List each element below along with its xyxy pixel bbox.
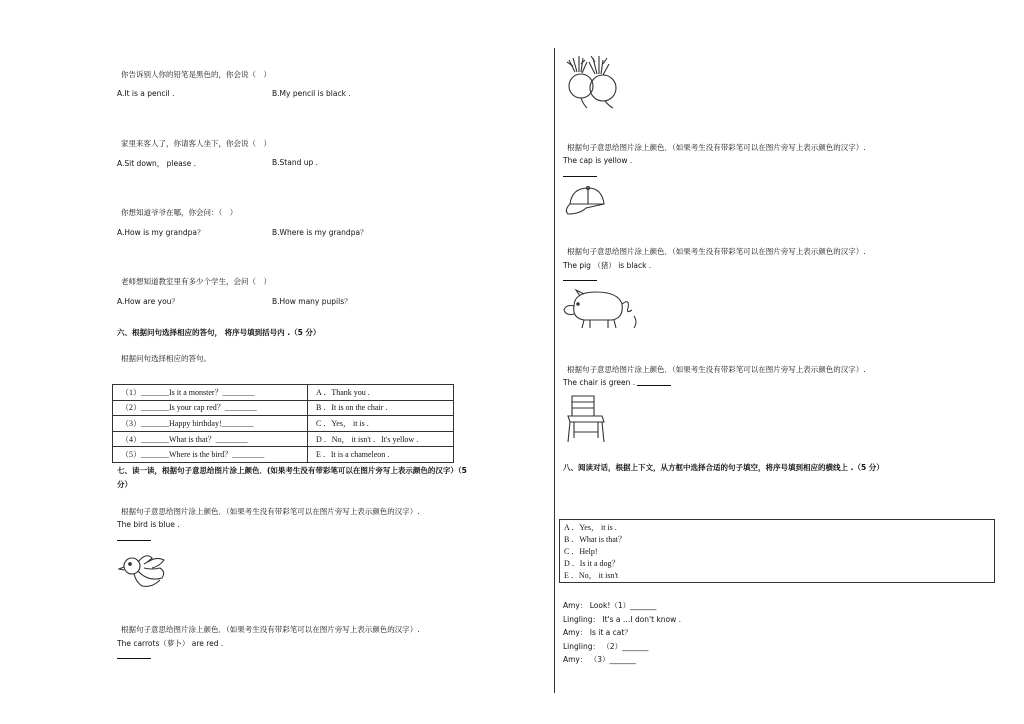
pig-sentence: The pig （猪） is black . <box>563 261 652 270</box>
bird-image <box>118 550 168 590</box>
dialogue-text: （3）_______ <box>589 655 636 664</box>
section6-instruction: 根据问句选择相应的答句。 <box>121 354 211 363</box>
dialogue-speaker: Amy： <box>563 601 588 610</box>
table-cell-answer: C ．Yes， it is . <box>308 416 454 432</box>
option-e: E ．No， it isn't <box>564 571 619 580</box>
dialogue-line <box>563 641 648 652</box>
table-cell-answer: B ．It is on the chair . <box>308 400 454 416</box>
dialogue-text: It's a …I don't know . <box>602 615 682 624</box>
color-instruction-pig: 根据句子意思给图片涂上颜色．（如果考生没有带彩笔可以在图片旁写上表示颜色的汉字）. <box>567 247 866 256</box>
table-cell-question: （2）_______Is your cap red？________ <box>113 400 308 416</box>
table-cell-answer: E ．It is a chameleon . <box>308 447 454 463</box>
column-divider <box>554 48 555 693</box>
dialogue-speaker: Amy： <box>563 655 588 664</box>
table-row <box>113 447 454 463</box>
q4-prompt: 老师想知道教室里有多少个学生，会问（ ） <box>121 277 271 286</box>
table-cell-answer: A ．Thank you . <box>308 385 454 401</box>
dialogue-text: （2）_______ <box>602 642 649 651</box>
cap-sentence: The cap is yellow . <box>563 156 633 165</box>
chair-image <box>562 392 610 446</box>
dialogue-speaker: Lingling： <box>563 642 600 651</box>
section7-title-cont: 分） <box>117 480 132 489</box>
q1-prompt: 你告诉别人你的铅笔是黑色的，你会说（ ） <box>121 70 271 79</box>
table-row <box>113 416 454 432</box>
q3-option-a: A.How is my grandpa？ <box>117 228 205 237</box>
answer-blank <box>117 540 151 541</box>
q3-prompt: 你想知道爷爷在哪，你会问：（ ） <box>121 208 238 217</box>
carrots-image <box>563 54 627 110</box>
dialogue-line <box>563 654 636 665</box>
answer-blank <box>563 280 597 281</box>
section6-title: 六、根据问句选择相应的答句， 将序号填到括号内 .（5 分） <box>117 328 321 337</box>
option-d: D ．Is it a dog？ <box>564 559 620 568</box>
color-instruction-chair: 根据句子意思给图片涂上颜色．（如果考生没有带彩笔可以在图片旁写上表示颜色的汉字）. <box>567 365 866 374</box>
q1-option-a: A.It is a pencil . <box>117 89 175 98</box>
q1-option-b: B.My pencil is black . <box>272 89 351 98</box>
q4-option-b: B.How many pupils？ <box>272 297 352 306</box>
table-cell-question: （5）_______Where is the bird？________ <box>113 447 308 463</box>
table-cell-question: （1）_______Is it a monster？________ <box>113 385 308 401</box>
answer-blank <box>637 385 671 386</box>
table-cell-question: （3）_______Happy birthday!________ <box>113 416 308 432</box>
carrots-sentence: The carrots（萝卜） are red . <box>117 639 224 648</box>
chair-sentence: The chair is green . <box>563 378 636 387</box>
dialogue-speaker: Amy： <box>563 628 588 637</box>
q2-option-a: A.Sit down， please . <box>117 159 197 168</box>
matching-table <box>112 384 454 463</box>
dialogue-speaker: Lingling： <box>563 615 600 624</box>
pig-image <box>560 286 640 332</box>
dialogue-text: Is it a cat？ <box>589 628 632 637</box>
q3-option-b: B.Where is my grandpa？ <box>272 228 368 237</box>
color-instruction-bird: 根据句子意思给图片涂上颜色．（如果考生没有带彩笔可以在图片旁写上表示颜色的汉字）. <box>121 507 420 516</box>
option-a: A ．Yes， it is . <box>564 523 617 532</box>
table-row <box>113 431 454 447</box>
q2-option-b: B.Stand up . <box>272 158 319 167</box>
cap-image <box>562 184 610 218</box>
dialogue-line <box>563 627 632 638</box>
bird-sentence: The bird is blue . <box>117 520 180 529</box>
table-cell-question: （4）_______What is that？________ <box>113 431 308 447</box>
section8-title: 八、阅读对话，根据上下文，从方框中选择合适的句子填空，将序号填到相应的横线上 .（5 分） <box>563 463 884 472</box>
q2-prompt: 家里来客人了，你请客人坐下，你会说（ ） <box>121 139 271 148</box>
option-c: C ．Help! <box>564 547 598 556</box>
color-instruction-cap: 根据句子意思给图片涂上颜色．（如果考生没有带彩笔可以在图片旁写上表示颜色的汉字）. <box>567 143 866 152</box>
option-b: B ．What is that？ <box>564 535 626 544</box>
table-row <box>113 400 454 416</box>
answer-blank <box>563 176 597 177</box>
table-row <box>113 385 454 401</box>
answer-blank <box>117 658 151 659</box>
options-box <box>559 519 995 583</box>
dialogue-line <box>563 600 656 611</box>
dialogue-text: Look!（1）_______ <box>589 601 657 610</box>
table-cell-answer: D ．No， it isn't ．It's yellow . <box>308 431 454 447</box>
color-instruction-carrots: 根据句子意思给图片涂上颜色．（如果考生没有带彩笔可以在图片旁写上表示颜色的汉字）. <box>121 625 420 634</box>
section7-title: 七、读一读，根据句子意思给图片涂上颜色．(如果考生没有带彩笔可以在图片旁写上表示颜色的汉字）（5 <box>117 466 467 475</box>
q4-option-a: A.How are you？ <box>117 297 179 306</box>
dialogue-line <box>563 614 681 625</box>
